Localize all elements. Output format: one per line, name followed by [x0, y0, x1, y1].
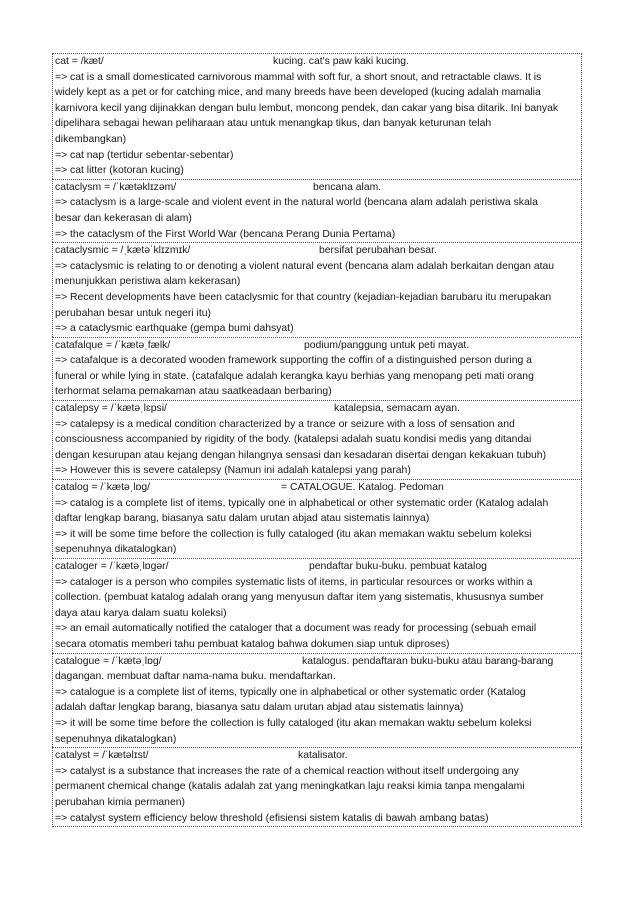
definition-line: daya atau karya dalam suatu koleksi) [55, 607, 227, 619]
dictionary-page [52, 53, 582, 827]
example-line: => However this is severe catalepsy (Namun ini adalah katalepsi yang parah) [55, 465, 411, 477]
definition-line: => catalog is a complete list of items, typically one in alphabetical or other systematic order (Katalog adalah [55, 497, 549, 509]
translation: katalogus. pendaftaran buku-buku atau barang-barang [302, 655, 554, 667]
example-line: sepenuhnya dikatalogkan) [55, 544, 177, 556]
definition-line: dengan kesurupan atau kejang dengan hilangnya sensasi dan kesadaran disertai dengan kekakuan tubuh) [55, 449, 547, 461]
example-line: perubahan besar untuk negeri itu) [55, 307, 211, 319]
definition-line: dikembangkan) [55, 133, 127, 145]
headword: catalepsy = /ˈkætəˌlɛpsi/ [55, 403, 167, 415]
entry-catalog [52, 479, 582, 558]
entry-cataclysm [52, 179, 582, 242]
example-line: => the cataclysm of the First World War (bencana Perang Dunia Pertama) [55, 228, 396, 240]
definition-line: widely kept as a pet or for catching mice, and many breeds have been developed (kucing adalah mamalia [55, 87, 541, 99]
entry-head [55, 480, 578, 496]
entry-catalepsy [52, 400, 582, 479]
definition-line: besar dan kekerasan di alam) [55, 212, 192, 224]
example-line: => it will be some time before the collection is fully cataloged (itu akan memakan waktu sebelum koleksi [55, 528, 532, 540]
translation: pendaftar buku-buku. pembuat katalog [309, 561, 487, 572]
definition-line: karnivora kecil yang dijinakkan dengan bulu lembut, moncong pendek, dan cakar yang bisa ditarik. Ini banyak [55, 102, 559, 114]
headword: catalyst = /ˈkætəlɪst/ [55, 750, 149, 762]
example-line: secara otomatis memberi tahu pembuat katalog bahwa dokumen siap untuk diproses) [55, 638, 450, 650]
headword: cataclysmic = /ˌkætəˈklɪzmɪk/ [55, 245, 191, 257]
entry-catalyst [52, 747, 582, 827]
entry-head [55, 654, 578, 670]
example-line: sepenuhnya dikatalogkan) [55, 733, 177, 745]
headword: catalog = /ˈkætəˌlɒg/ [55, 482, 151, 494]
example-line: => a cataclysmic earthquake (gempa bumi dahsyat) [55, 323, 294, 335]
translation: katalepsia, semacam ayan. [334, 403, 460, 415]
definition-line: consciousness accompanied by rigidity of the body. (katalepsi adalah suatu kondisi medis yang ditandai [55, 434, 532, 446]
definition-line: dipelihara sebagai hewan peliharaan atau untuk menangkap tikus, dan banyak keturunan telah [55, 118, 492, 130]
entry-cataloger [52, 558, 582, 653]
definition-line: perubahan kimia permanen) [55, 796, 185, 808]
definition-line: => catafalque is a decorated wooden framework supporting the coffin of a distinguished person during a [55, 355, 532, 367]
headword: cataloger = /ˈkætəˌlɒgər/ [55, 561, 169, 572]
entry-cat [52, 53, 582, 179]
translation: katalisator. [298, 750, 348, 762]
definition-line: adalah daftar lengkap barang, biasanya satu dalam urutan abjad atau sistematis lainnya) [55, 702, 464, 714]
headword: catalogue = /ˈkætəˌlɒg/ [55, 655, 162, 667]
example-line: => Recent developments have been cataclysmic for that country (kejadian-kejadian barubaru itu merupakan [55, 291, 552, 303]
definition-line: funeral or while lying in state. (catafalque adalah kerangka kayu berhias yang menopang peti mati orang [55, 370, 534, 382]
entry-head [55, 559, 578, 575]
definition-line: => cataclysm is a large-scale and violent event in the natural world (bencana alam adalah peristiwa skala [55, 197, 538, 209]
translation: kucing. cat's paw kaki kucing. [273, 56, 409, 67]
entry-catalogue [52, 653, 582, 748]
definition-line: => catalyst is a substance that increases the rate of a chemical reaction without itself undergoing any [55, 765, 519, 777]
definition-line: terhormat selama pemakaman atau saatkeadaan berbaring) [55, 386, 332, 398]
definition-line: => cataloger is a person who compiles systematic lists of items, in particular resources or works within a [55, 576, 533, 588]
headword: cataclysm = /ˈkætəklɪzəm/ [55, 181, 177, 193]
entry-head [55, 243, 578, 259]
headword: catafalque = /ˈkætəˌfælk/ [55, 339, 171, 351]
definition-line: collection. (pembuat katalog adalah orang yang menyusun daftar item yang sistematis, khususnya sumber [55, 592, 544, 604]
definition-line: => catalepsy is a medical condition characterized by a trance or seizure with a loss of sensation and [55, 418, 515, 430]
definition-line: => catalogue is a complete list of items, typically one in alphabetical or other systematic order (Katalog [55, 686, 526, 698]
definition-line: => cataclysmic is relating to or denoting a violent natural event (bencana alam adalah berkaitan dengan atau [55, 260, 555, 272]
example-line: => catalyst system efficiency below threshold (efisiensi sistem katalis di bawah ambang batas) [55, 812, 489, 824]
example-line: => cat nap (tertidur sebentar-sebentar) [55, 149, 234, 161]
headword: cat = /kæt/ [55, 56, 104, 67]
example-line: => an email automatically notified the cataloger that a document was ready for processing (sebuah email [55, 623, 537, 635]
entry-head [55, 748, 578, 764]
translation: podium/panggung untuk peti mayat. [304, 339, 470, 351]
translation-continued: dagangan. membuat daftar nama-nama buku. mendaftarkan. [55, 671, 336, 683]
entry-catafalque [52, 337, 582, 400]
entry-cataclysmic [52, 242, 582, 337]
translation: bencana alam. [313, 181, 382, 193]
example-line: => cat litter (kotoran kucing) [55, 165, 184, 177]
entry-head [55, 401, 578, 417]
translation: = CATALOGUE. Katalog. Pedoman [281, 482, 444, 494]
entry-head [55, 54, 578, 70]
translation: bersifat perubahan besar. [319, 245, 437, 257]
definition-line: permanent chemical change (katalis adalah zat yang meningkatkan laju reaksi kimia tanpa mengalami [55, 781, 525, 793]
definition-line: => cat is a small domesticated carnivorous mammal with soft fur, a short snout, and retractable claws. It is [55, 71, 542, 83]
entry-head [55, 338, 578, 354]
example-line: => it will be some time before the collection is fully cataloged (itu akan memakan waktu sebelum koleksi [55, 717, 532, 729]
entry-head [55, 180, 578, 196]
definition-line: daftar lengkap barang, biasanya satu dalam urutan abjad atau sistematis lainnya) [55, 513, 430, 525]
definition-line: menunjukkan peristiwa alam kekerasan) [55, 276, 241, 288]
